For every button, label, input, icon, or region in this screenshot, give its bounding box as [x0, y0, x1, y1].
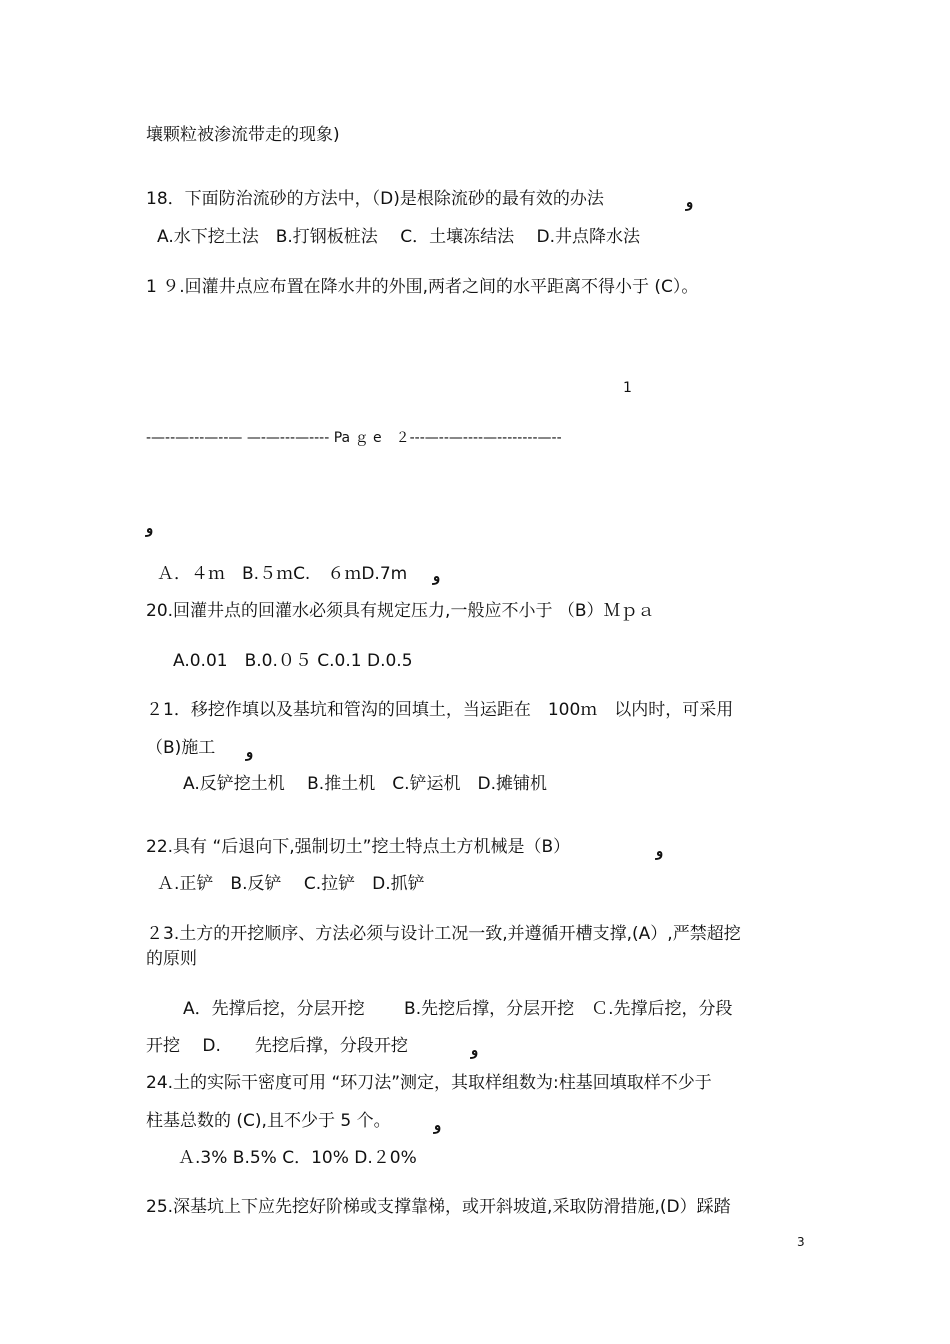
- question-20-options: A.0.01 B.0.０５ C.0.1 D.0.5: [173, 651, 413, 671]
- paragraph-mark-icon: ﻭ: [471, 1041, 479, 1059]
- question-24: 24.土的实际干密度可用 “环刀法”测定，其取样组数为:柱基回填取样不少于: [146, 1073, 712, 1093]
- question-21: ２1．移挖作填以及基坑和管沟的回填土，当运距在 100ｍ 以内时，可采用: [146, 700, 734, 720]
- question-23-options-cont: 开挖 D. 先挖后撑，分段开挖: [146, 1036, 408, 1056]
- question-23-cont: 的原则: [146, 949, 197, 969]
- paragraph-mark-icon: ﻭ: [686, 193, 694, 211]
- question-25: 25.深基坑上下应先挖好阶梯或支撑靠梯，或开斜坡道,采取防滑措施,(D）踩踏: [146, 1197, 731, 1217]
- paragraph-mark-icon: ﻭ: [656, 842, 664, 860]
- text-line: 壤颗粒被渗流带走的现象): [146, 125, 340, 145]
- question-23: ２3.土方的开挖顺序、方法必须与设计工况一致,并遵循开槽支撑,(A）,严禁超挖: [146, 924, 741, 944]
- question-22-options: Ａ.正铲 B.反铲 C.拉铲 D.抓铲: [157, 874, 425, 894]
- question-18: 18．下面防治流砂的方法中，（D)是根除流砂的最有效的办法: [146, 189, 604, 209]
- page-separator: -—--—---—--— —-—---—---- Pa ｇ e ２---—--—----—--------—--: [146, 430, 562, 446]
- paragraph-mark-icon: ﻭ: [246, 743, 254, 761]
- question-21-options: A.反铲挖土机 B.推土机 C.铲运机 D.摊铺机: [183, 774, 547, 794]
- question-24-cont: 柱基总数的 (C),且不少于 5 个。: [146, 1111, 391, 1131]
- question-20: 20.回灌井点的回灌水必须具有规定压力,一般应不小于 （B）Ｍｐａ: [146, 601, 655, 621]
- question-22: 22.具有 “后退向下,强制切土”挖土特点土方机械是（B）: [146, 837, 571, 857]
- paragraph-mark-icon: ﻭ: [146, 519, 154, 537]
- paragraph-mark-icon: ﻭ: [433, 567, 441, 585]
- question-19-options: Ａ．４ｍ B.５ｍC. ６ｍD.7m: [157, 564, 408, 584]
- footer-page-number: 3: [797, 1235, 805, 1249]
- question-23-options: A．先撑后挖，分层开挖 B.先挖后撑，分层开挖 Ｃ.先撑后挖，分段: [183, 999, 733, 1019]
- question-24-options: Ａ.3% B.5% C．10% D.２0%: [178, 1148, 417, 1168]
- question-19: 1 ９.回灌井点应布置在降水井的外围,两者之间的水平距离不得小于 (C）。: [146, 277, 699, 297]
- question-21-cont: （B)施工: [146, 738, 216, 758]
- paragraph-mark-icon: ﻭ: [434, 1116, 442, 1134]
- page-number: 1: [623, 380, 632, 396]
- question-18-options: A.水下挖土法 B.打钢板桩法 C．土壤冻结法 D.井点降水法: [157, 227, 640, 247]
